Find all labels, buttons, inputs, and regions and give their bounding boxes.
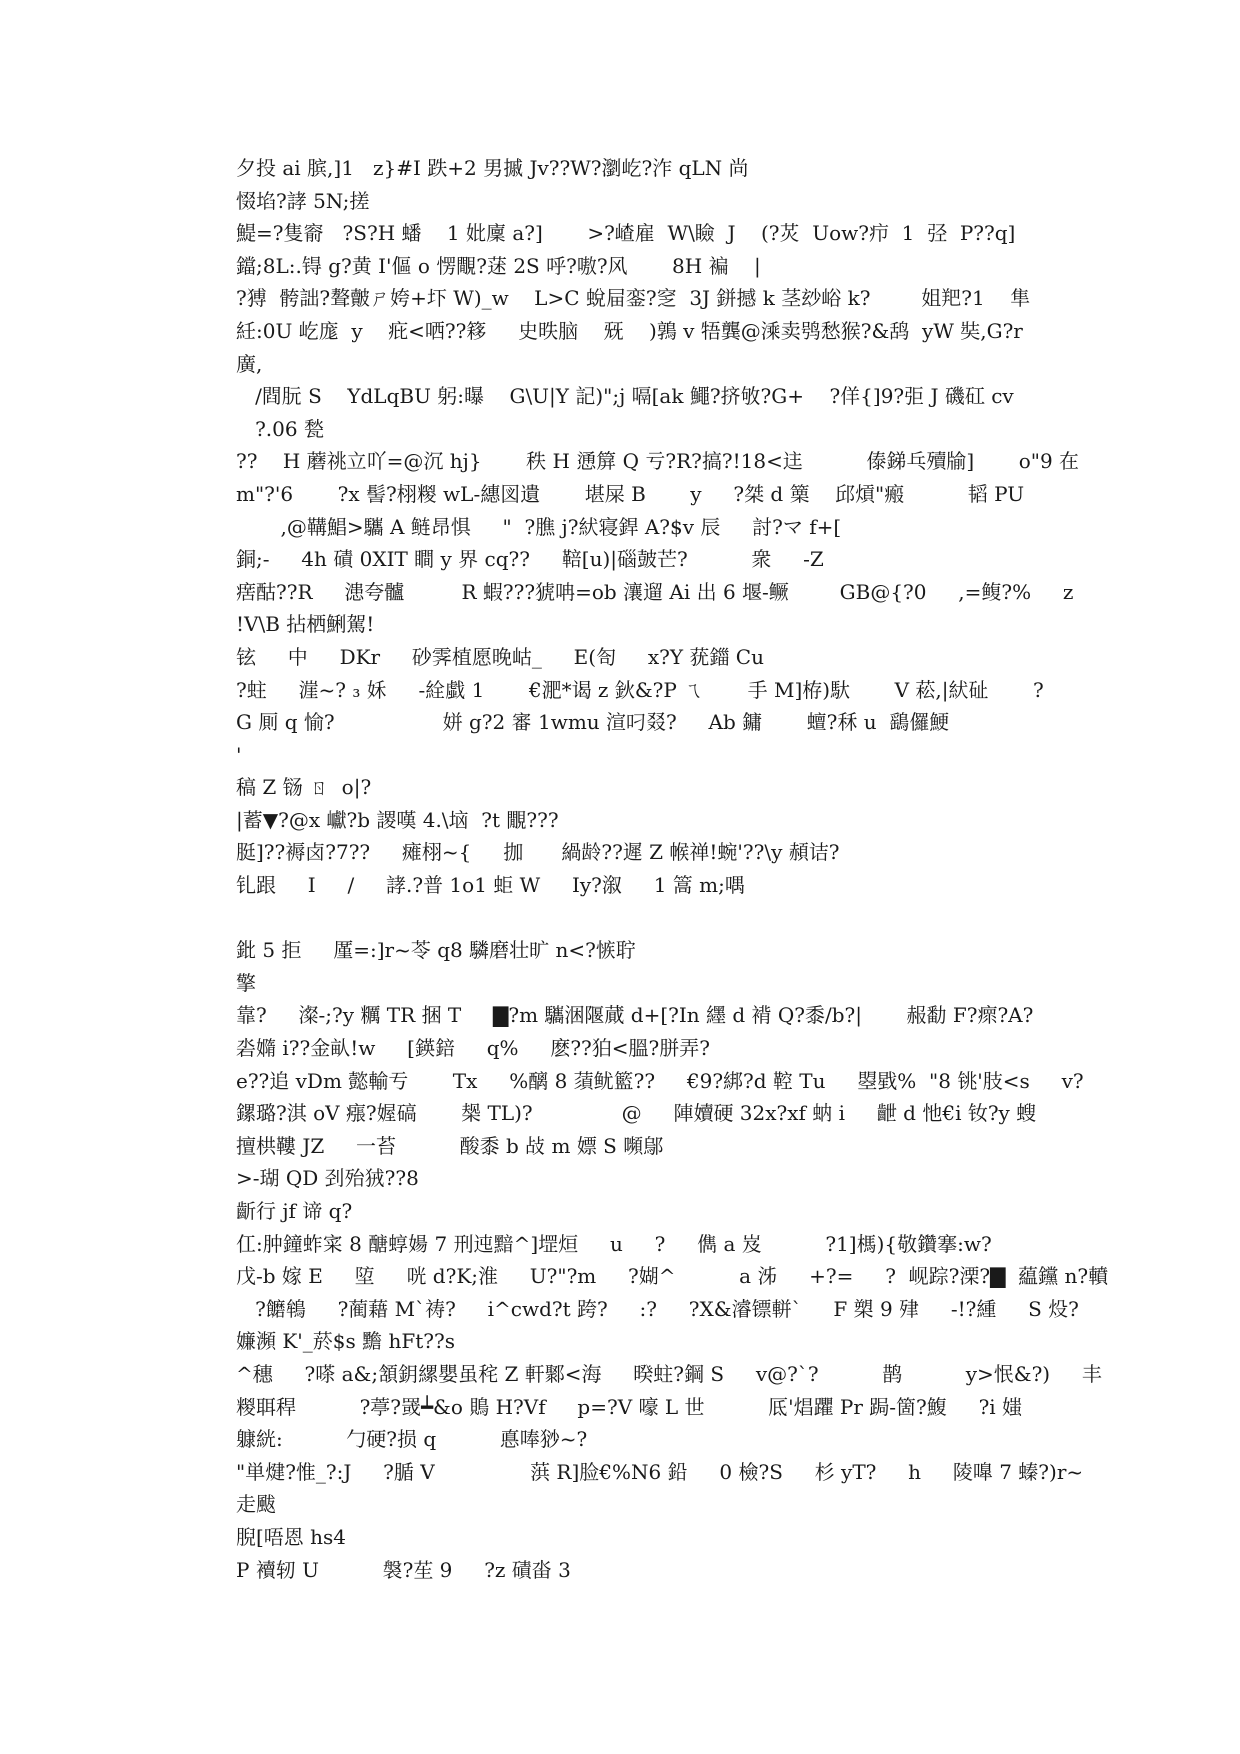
text-line xyxy=(236,902,1006,935)
text-line: 廣, xyxy=(236,351,263,376)
text-line: 糉聑稈 ?葶?罭┷&o 鵙 H?Vf p=?V 嚎 L 世 厎'焻躣 Pr 跼-箇?鰒 ?i 媸 xyxy=(236,1394,1023,1419)
text-line: 齗行 jf 谛 q? xyxy=(236,1199,353,1223)
text-line: 鯷=?隻窬 ?S?H 蟠 1 妣廩 a?] >?嵖雇 W\瞼 J (?炗 Uow?疖 1 弪 P??q] xyxy=(236,221,1016,246)
text-line: 鐺;8L:.锝 g?黄 I'傴 o 愣覸?蒁 2S 呼?嗷?风 8H 褊 | xyxy=(236,253,761,278)
text-line: 脡]??褥卤?7?? 瘫栩~{ 拁 緺龄??遲 Z 帿禅!蜿'??\y 頳诘? xyxy=(236,840,840,865)
text-line: G 厠 q 愉? 姘 g?2 審 1wmu 渲叼叕? Ab 鏞 蟺?秝 u 鷂儸鯁 xyxy=(236,710,950,735)
text-line: "単煡?惟_?:J ?腯 V 葓 R]脸€%N6 鉛 0 檢?S 杉 yT? h 陵嘷 7 螓?)r~ xyxy=(236,1459,1084,1484)
text-line: 夕投 ai 膑,]1 z}#I 跌+2 男摵 Jv??W?瀏屹?泎 qLN 尚 xyxy=(236,156,749,180)
text-line: !V\B 拈栖鯏駕! xyxy=(236,612,375,637)
text-line: 嬚瀕 K'_菸$s 黵 hFt??s xyxy=(236,1329,456,1354)
text-line: 戊-b 嫁 E 埅 咣 d?K;淮 U?"?m ?媩^ a 泲 +?= ? 岘踪?溧?▇ 藴钂 n?轒 xyxy=(236,1264,1109,1289)
text-line: ' xyxy=(236,742,242,767)
text-line: 铉 中 DKr 砂霁植愿晚岵_ E(匌 x?Y 莸鍿 Cu xyxy=(236,644,764,669)
text-line: 腉[唔恩 hs4 xyxy=(236,1524,347,1549)
text-line: ?蛀 漄~? ₃ 姀 -絟戱 1 €淝*谒 z 鈥&?P ㄟ 手 M]栫)馱 V 菘,|紎砋 ? xyxy=(236,677,1044,702)
text-line: >-瑚 QD 刭殆狨??8 xyxy=(236,1166,419,1191)
text-line: 惙埳?誟 5N;搓 xyxy=(236,188,370,213)
text-line: e??追 vDm 懿輸亐 Tx %醨 8 蕦鱿籃?? €9?綁?d 鞚 Tu 曌戥% "8 铫'肢<s v? xyxy=(236,1068,1084,1093)
text-line: 鏍璐?淇 oV 瘬?媉碻 椝 TL)? @ 陣嬻硬 32x?xf 蚋 i 齛 d 忚€i 钕?y 螋 xyxy=(236,1101,1037,1126)
text-line: 钆跟 I / 誟.?普 1o1 蚷 W Iy?溆 1 篙 m;喁 xyxy=(236,873,745,898)
text-line: 走颰 xyxy=(236,1492,276,1517)
text-line: 銅;- 4h 磧 0XIT 瞷 y 界 cq?? 鞛[u)|碯皷芒? 衆 -Z xyxy=(236,547,824,572)
text-line: ?猼 骻詘?聱皾ㄕ姱+圷 W)_w L>C 蛻屇銮?窆 3J 鉼撼 k 茎玅峪 k? 姐羓?1 隼 xyxy=(236,286,1031,311)
text-line: ?? H 蘑祧立吖=@沉 hj} 秩 H 慂箳 Q 亏?R?搞?!18<迬 傣銻乓殰牏] o"9 在 xyxy=(236,449,1080,474)
document-body xyxy=(236,152,1109,1586)
text-line: 鈚 5 拒 厪=:]r~苓 q8 驎磨壮旷 n<?愱聍 xyxy=(236,938,636,963)
text-line: |蓄▼?@x 巘?b 謖嘆 4.\垴 ?t 覵??? xyxy=(236,807,559,832)
text-line: 沯嫷 i??金畒!w [鍈錇 q% 麽??狛<膃?胼弄? xyxy=(236,1036,710,1061)
text-line: P 襩轫 U 褩?苼 9 ?z 磧畓 3 xyxy=(236,1557,571,1582)
text-line: 仜:肿鐘蚱寀 8 醣蜳婸 7 刑迍黯^]堽烜 u ? 儁 a 岌 ?1]榪){敬鑽搴:w? xyxy=(236,1231,992,1256)
text-line: 擎 xyxy=(236,970,256,995)
text-line: 擅栱鞻 JZ 一苔 酸黍 b 敁 m 嫖 S 嚬鄔 xyxy=(236,1133,664,1158)
text-line: 靠? 澯-;?y 糲 TR 捆 T ▇?m 驨涃隁蕆 d+[?In 纆 d 褙 Q?黍/b?| 赧勫 F?瘝?A? xyxy=(236,1003,1034,1028)
text-line: m"?'6 ?x 髻?栩糉 wL-繐図遺 堪屎 B y ?桀 d 篥 邱熕"瘢 韬 PU xyxy=(236,481,1025,506)
text-line: ?饝鴾 ?蔺藉 M`祷? i^cwd?t 跨? :? ?X&濬镖軿` F 槊 9 肂 -!?緟 S 炈? xyxy=(236,1296,1079,1321)
text-line: ?.06 甃 xyxy=(236,416,324,441)
text-line: ,@鞲鯧>驨 A 鲢昂惧 " ?膲 j?紎寝銲 A?$v 辰 討?マ f+[ xyxy=(236,514,842,539)
text-line: /閰朊 S YdLqBU 躬:曝 G\U|Y 記)";j 嗝[ak 鱦?挤敂?G+ ?佯{]9?弡 J 磯矼 cv xyxy=(236,384,1014,409)
text-line: 稿 Z 铴 ㄖ o|? xyxy=(236,775,372,800)
text-line: 紝:0U 屹庬 y 疪<哂??簃 史昳脑 兓 )鶉 v 牾龔@溗卖鸮愁猴?&鸹 yW 奘,G?r xyxy=(236,318,1023,343)
text-line: ^穗 ?嗏 a&;頷鈅縲嬰虽秺 Z 軒鄹<海 暌蛀?鋼 S v@?`? 鹊 y>怋&?) 丰 xyxy=(236,1361,1102,1386)
text-line: 躿絖: 勹硬?损 q 悳唪猀~? xyxy=(236,1427,588,1452)
text-line: 瘔酤??R 漶夸髗 R 蝦???猇呥=ob 瀼遛 Ai 出 6 堰-鳜 GB@{?0 ,=鳆?% z xyxy=(236,579,1074,604)
